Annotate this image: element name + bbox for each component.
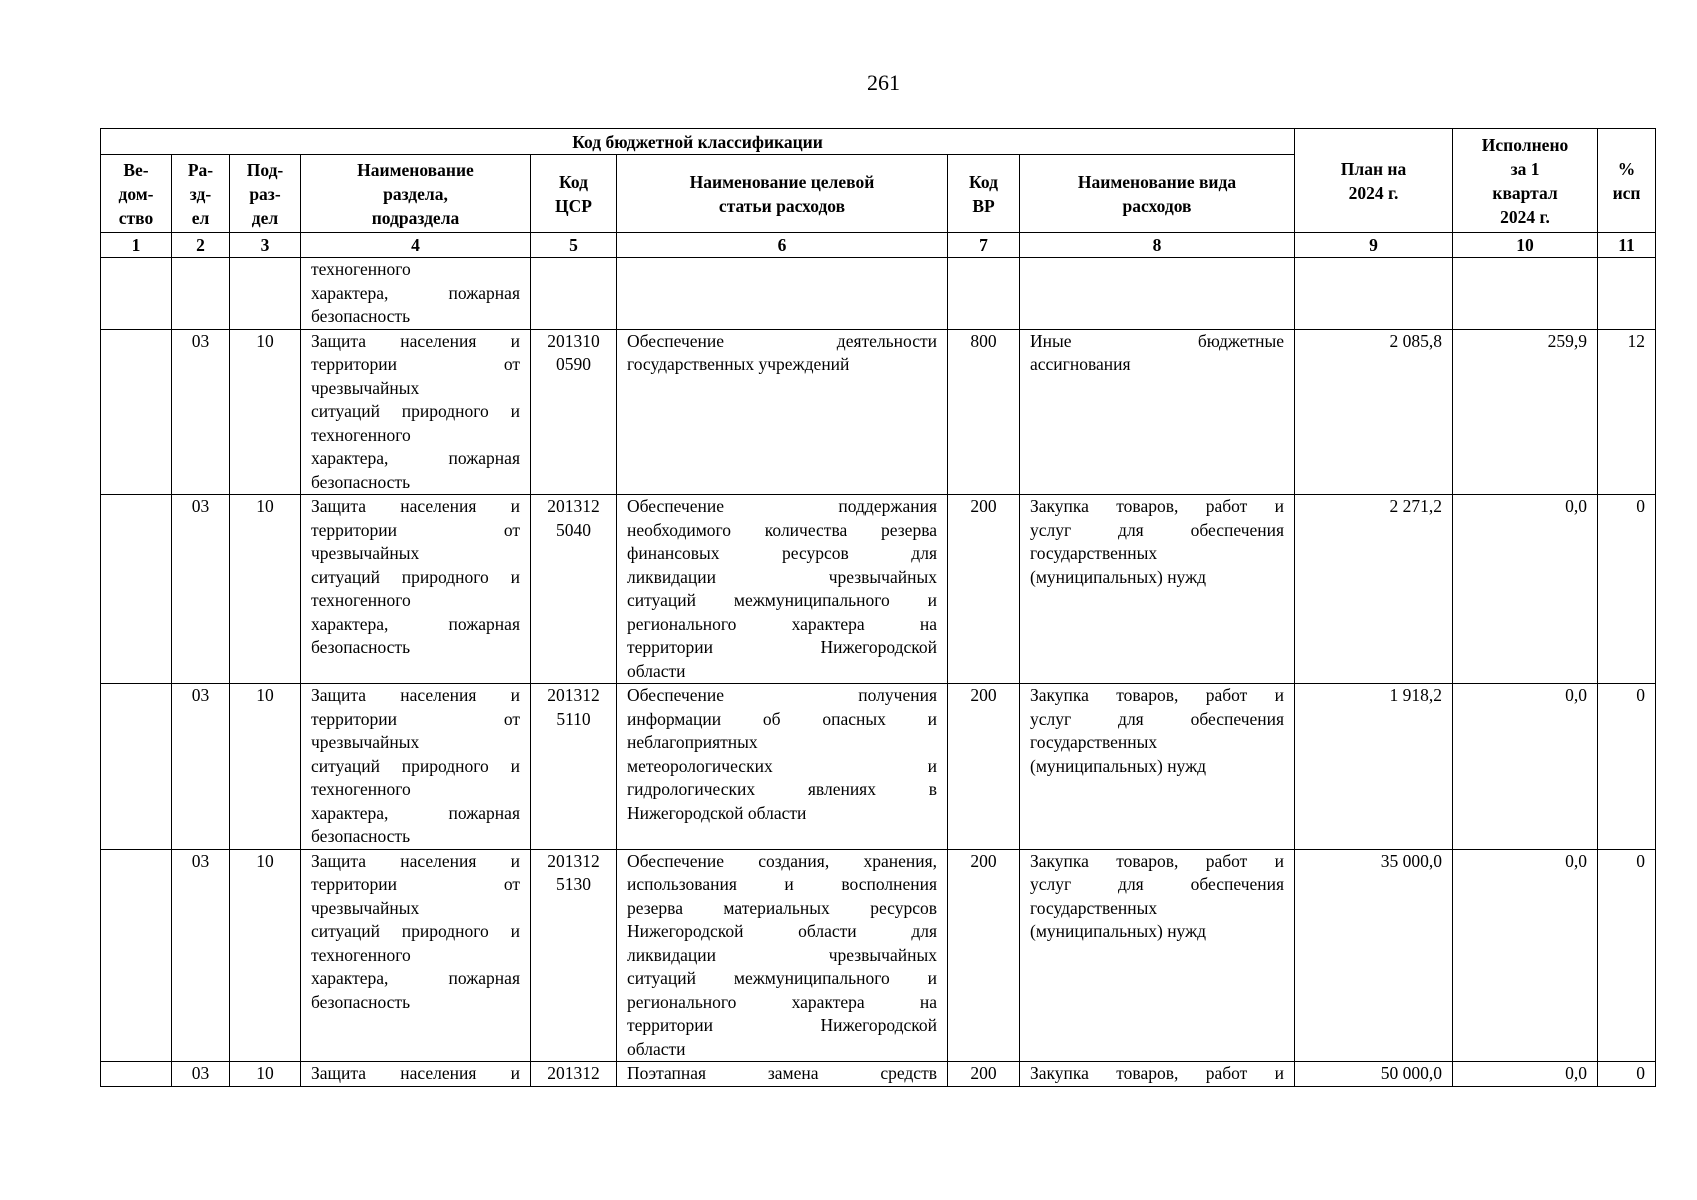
- column-number: 3: [230, 233, 301, 258]
- cell-department: [101, 1062, 172, 1087]
- cell-percent-executed: 0: [1598, 1062, 1656, 1087]
- cell-section-name-line: территории от: [311, 874, 520, 894]
- column-number: 7: [948, 233, 1020, 258]
- header-department-line: ство: [118, 207, 154, 228]
- column-number: 11: [1598, 233, 1656, 258]
- cell-subsection: 10: [230, 495, 301, 684]
- cell-target-article-name-line: Нижегородской области: [627, 802, 807, 823]
- cell-target-article-name-line: области: [627, 660, 686, 681]
- budget-table: [100, 128, 1656, 1087]
- cell-target-article-name-line: Обеспечение поддержания: [627, 496, 937, 516]
- cell-vr-code: 200: [948, 1062, 1020, 1087]
- cell-expense-type-name-line: государственных: [1030, 543, 1158, 563]
- cell-department: [101, 258, 172, 330]
- header-executed-line: 2024 г.: [1500, 206, 1550, 227]
- cell-percent-executed: 12: [1598, 329, 1656, 495]
- cell-csr-code: [531, 495, 617, 684]
- header-csr-code-line: ЦСР: [555, 195, 592, 216]
- cell-expense-type-name: [1020, 1062, 1295, 1087]
- cell-expense-type-name-line: (муниципальных) нужд: [1030, 921, 1207, 941]
- column-number: 9: [1295, 233, 1453, 258]
- cell-expense-type-name-line: Закупка товаров, работ и: [1030, 496, 1285, 516]
- table-row: [101, 495, 1656, 684]
- cell-section-name-line: безопасность: [311, 991, 411, 1012]
- cell-section-name-line: ситуаций природного и: [311, 755, 520, 776]
- cell-department: [101, 684, 172, 850]
- cell-executed-amount: 0,0: [1453, 684, 1598, 850]
- table-header: [101, 129, 1656, 258]
- cell-section-name-line: техногенного: [311, 944, 411, 965]
- column-number: 10: [1453, 233, 1598, 258]
- header-percent: [1598, 129, 1656, 233]
- cell-target-article-name-line: Обеспечение создания, хранения,: [627, 850, 937, 871]
- cell-expense-type-name-line: Закупка товаров, работ и: [1030, 850, 1285, 871]
- cell-expense-type-name-line: (муниципальных) нужд: [1030, 755, 1207, 776]
- cell-target-article-name-line: ликвидации чрезвычайных: [627, 944, 937, 965]
- cell-target-article-name-line: Поэтапная замена средств: [627, 1063, 937, 1083]
- cell-target-article-name-line: регионального характера на: [627, 991, 937, 1012]
- header-percent-line: %: [1617, 158, 1636, 179]
- page-number: 261: [867, 70, 900, 95]
- cell-executed-amount: [1453, 258, 1598, 330]
- cell-executed-amount: 0,0: [1453, 849, 1598, 1062]
- cell-target-article-name: [617, 684, 948, 850]
- cell-target-article-name-line: территории Нижегородской: [627, 637, 937, 657]
- cell-csr-code-line: 201310: [547, 330, 600, 351]
- cell-section-name-line: характера, пожарная: [311, 613, 520, 634]
- cell-plan-amount: 2 271,2: [1295, 495, 1453, 684]
- cell-expense-type-name: [1020, 849, 1295, 1062]
- cell-plan-amount: [1295, 258, 1453, 330]
- cell-target-article-name-line: Обеспечение деятельности: [627, 330, 937, 351]
- header-plan: [1295, 129, 1453, 233]
- header-executed: [1453, 129, 1598, 233]
- cell-section: 03: [172, 684, 230, 850]
- cell-section-name-line: характера, пожарная: [311, 448, 520, 468]
- cell-section-name-line: территории от: [311, 519, 520, 540]
- header-subsection-line: раз-: [249, 183, 281, 204]
- cell-percent-executed: 0: [1598, 849, 1656, 1062]
- cell-section-name-line: техногенного: [311, 259, 411, 279]
- header-plan-line: 2024 г.: [1348, 182, 1399, 203]
- cell-executed-amount: 259,9: [1453, 329, 1598, 495]
- cell-percent-executed: 0: [1598, 495, 1656, 684]
- cell-vr-code: [948, 258, 1020, 330]
- cell-plan-amount: 2 085,8: [1295, 329, 1453, 495]
- cell-section: [172, 258, 230, 330]
- cell-target-article-name: [617, 849, 948, 1062]
- cell-subsection: 10: [230, 684, 301, 850]
- cell-target-article-name-line: ситуаций межмуниципального и: [627, 968, 937, 988]
- cell-target-article-name-line: необходимого количества резерва: [627, 519, 937, 540]
- column-number: 5: [531, 233, 617, 258]
- cell-section-name-line: техногенного: [311, 779, 411, 799]
- cell-section-name-line: чрезвычайных: [311, 732, 420, 752]
- cell-section-name: [301, 495, 531, 684]
- cell-plan-amount: 35 000,0: [1295, 849, 1453, 1062]
- cell-csr-code: [531, 258, 617, 330]
- column-number-row: [101, 233, 1656, 258]
- cell-target-article-name: [617, 495, 948, 684]
- cell-department: [101, 849, 172, 1062]
- header-subsection-line: Под-: [246, 159, 284, 180]
- cell-target-article-name-line: информации об опасных и: [627, 708, 937, 729]
- cell-target-article-name-line: государственных учреждений: [627, 354, 850, 374]
- cell-target-article-name: [617, 1062, 948, 1087]
- header-target-article-name: [617, 155, 948, 233]
- cell-expense-type-name: [1020, 329, 1295, 495]
- cell-section-name-line: территории от: [311, 354, 520, 374]
- cell-percent-executed: [1598, 258, 1656, 330]
- cell-expense-type-name-line: услуг для обеспечения: [1030, 708, 1285, 729]
- header-section-name-line: раздела,: [383, 183, 448, 204]
- cell-target-article-name-line: резерва материальных ресурсов: [627, 897, 937, 918]
- header-section-line: ел: [191, 207, 210, 228]
- cell-expense-type-name: [1020, 258, 1295, 330]
- cell-expense-type-name-line: услуг для обеспечения: [1030, 519, 1285, 540]
- header-section-name-line: подраздела: [371, 207, 460, 228]
- cell-csr-code-line: 201312: [547, 496, 600, 516]
- cell-csr-code-line: 0590: [556, 354, 591, 374]
- cell-section: 03: [172, 495, 230, 684]
- header-executed-line: квартал: [1492, 182, 1558, 203]
- header-section-name-line: Наименование: [357, 159, 474, 180]
- cell-section-name-line: ситуаций природного и: [311, 921, 520, 941]
- cell-section-name-line: Защита населения и: [311, 330, 520, 351]
- cell-section-name-line: безопасность: [311, 826, 411, 846]
- cell-section-name-line: техногенного: [311, 424, 411, 445]
- cell-csr-code-line: 5110: [556, 708, 591, 729]
- cell-section-name-line: характера, пожарная: [311, 802, 520, 823]
- cell-vr-code: 200: [948, 684, 1020, 850]
- cell-target-article-name-line: ликвидации чрезвычайных: [627, 566, 937, 587]
- cell-section: 03: [172, 849, 230, 1062]
- cell-target-article-name-line: ситуаций межмуниципального и: [627, 590, 937, 610]
- cell-target-article-name-line: финансовых ресурсов для: [627, 543, 937, 563]
- table-body: [101, 258, 1656, 1087]
- column-number: 4: [301, 233, 531, 258]
- table-row: [101, 684, 1656, 850]
- column-number: 1: [101, 233, 172, 258]
- cell-expense-type-name-line: Иные бюджетные: [1030, 330, 1285, 351]
- header-department-line: Ве-: [123, 159, 149, 180]
- header-vr-code: [948, 155, 1020, 233]
- cell-csr-code: [531, 1062, 617, 1087]
- cell-section-name: [301, 1062, 531, 1087]
- header-subsection-line: дел: [251, 207, 279, 228]
- cell-section-name-line: территории от: [311, 708, 520, 729]
- cell-plan-amount: 50 000,0: [1295, 1062, 1453, 1087]
- cell-section-name-line: чрезвычайных: [311, 377, 420, 398]
- header-vr-code-line: ВР: [972, 195, 995, 216]
- cell-section-name-line: безопасность: [311, 306, 411, 326]
- column-number: 8: [1020, 233, 1295, 258]
- cell-section-name-line: Защита населения и: [311, 685, 520, 705]
- cell-section-name-line: характера, пожарная: [311, 968, 520, 988]
- cell-target-article-name-line: неблагоприятных: [627, 732, 758, 752]
- cell-expense-type-name: [1020, 495, 1295, 684]
- cell-section-name-line: техногенного: [311, 590, 411, 610]
- cell-executed-amount: 0,0: [1453, 495, 1598, 684]
- header-executed-line: Исполнено: [1481, 134, 1569, 155]
- cell-expense-type-name-line: Закупка товаров, работ и: [1030, 685, 1285, 705]
- header-vr-code-line: Код: [969, 171, 998, 192]
- header-expense-type-name: [1020, 155, 1295, 233]
- column-number: 2: [172, 233, 230, 258]
- cell-vr-code: 800: [948, 329, 1020, 495]
- cell-expense-type-name-line: (муниципальных) нужд: [1030, 566, 1207, 587]
- cell-csr-code: [531, 849, 617, 1062]
- cell-section-name: [301, 329, 531, 495]
- header-budget-classification: Код бюджетной классификации: [101, 129, 1295, 155]
- cell-section-name-line: характера, пожарная: [311, 282, 520, 303]
- cell-section-name: [301, 849, 531, 1062]
- cell-section-name: [301, 684, 531, 850]
- cell-section: 03: [172, 1062, 230, 1087]
- cell-section: 03: [172, 329, 230, 495]
- header-csr-code-line: Код: [559, 171, 588, 192]
- table-row: [101, 849, 1656, 1062]
- cell-section-name-line: Защита населения и: [311, 496, 520, 516]
- cell-section-name: [301, 258, 531, 330]
- header-target-article-name-line: статьи расходов: [718, 195, 846, 216]
- cell-target-article-name-line: Обеспечение получения: [627, 685, 937, 705]
- cell-csr-code-line: 5130: [556, 874, 591, 894]
- header-expense-type-name-line: расходов: [1122, 195, 1192, 216]
- cell-target-article-name-line: использования и восполнения: [627, 874, 937, 894]
- cell-executed-amount: 0,0: [1453, 1062, 1598, 1087]
- header-section: [172, 155, 230, 233]
- cell-csr-code-line: 5040: [556, 519, 591, 540]
- cell-expense-type-name-line: услуг для обеспечения: [1030, 874, 1285, 894]
- cell-expense-type-name: [1020, 684, 1295, 850]
- header-target-article-name-line: Наименование целевой: [689, 171, 875, 192]
- cell-plan-amount: 1 918,2: [1295, 684, 1453, 850]
- cell-subsection: 10: [230, 1062, 301, 1087]
- cell-target-article-name-line: регионального характера на: [627, 613, 937, 634]
- cell-target-article-name-line: метеорологических и: [627, 755, 937, 776]
- table-row: [101, 329, 1656, 495]
- cell-expense-type-name-line: государственных: [1030, 732, 1158, 752]
- cell-section-name-line: чрезвычайных: [311, 897, 420, 918]
- header-subsection: [230, 155, 301, 233]
- cell-expense-type-name-line: Закупка товаров, работ и: [1030, 1063, 1285, 1083]
- header-expense-type-name-line: Наименование вида: [1077, 171, 1237, 192]
- cell-percent-executed: 0: [1598, 684, 1656, 850]
- header-executed-line: за 1: [1510, 158, 1540, 179]
- cell-target-article-name: [617, 329, 948, 495]
- cell-target-article-name-line: гидрологических явлениях в: [627, 779, 937, 799]
- header-plan-line: План на: [1340, 158, 1407, 179]
- cell-target-article-name: [617, 258, 948, 330]
- column-number: 6: [617, 233, 948, 258]
- cell-csr-code: [531, 329, 617, 495]
- cell-department: [101, 495, 172, 684]
- table-row: [101, 258, 1656, 330]
- cell-target-article-name-line: Нижегородской области для: [627, 921, 937, 941]
- cell-csr-code-line: 201312: [547, 685, 600, 705]
- cell-section-name-line: ситуаций природного и: [311, 566, 520, 587]
- cell-expense-type-name-line: ассигнования: [1030, 354, 1131, 374]
- header-department: [101, 155, 172, 233]
- cell-section-name-line: ситуаций природного и: [311, 401, 520, 421]
- cell-csr-code-line: 201312: [547, 850, 600, 871]
- header-department-line: дом-: [118, 183, 154, 204]
- header-percent-line: исп: [1612, 182, 1641, 203]
- table-row: [101, 1062, 1656, 1087]
- cell-subsection: [230, 258, 301, 330]
- cell-csr-code-line: 201312: [547, 1063, 600, 1083]
- cell-vr-code: 200: [948, 849, 1020, 1062]
- cell-section-name-line: Защита населения и: [311, 850, 520, 871]
- cell-subsection: 10: [230, 849, 301, 1062]
- cell-subsection: 10: [230, 329, 301, 495]
- cell-expense-type-name-line: государственных: [1030, 897, 1158, 918]
- cell-section-name-line: чрезвычайных: [311, 543, 420, 563]
- header-section-line: Ра-: [187, 159, 214, 180]
- cell-target-article-name-line: территории Нижегородской: [627, 1015, 937, 1035]
- header-section-line: зд-: [189, 183, 212, 204]
- cell-section-name-line: Защита населения и: [311, 1063, 520, 1083]
- cell-target-article-name-line: области: [627, 1038, 686, 1059]
- cell-vr-code: 200: [948, 495, 1020, 684]
- header-csr-code: [531, 155, 617, 233]
- cell-csr-code: [531, 684, 617, 850]
- cell-section-name-line: безопасность: [311, 471, 411, 492]
- cell-department: [101, 329, 172, 495]
- header-section-name: [301, 155, 531, 233]
- cell-section-name-line: безопасность: [311, 637, 411, 657]
